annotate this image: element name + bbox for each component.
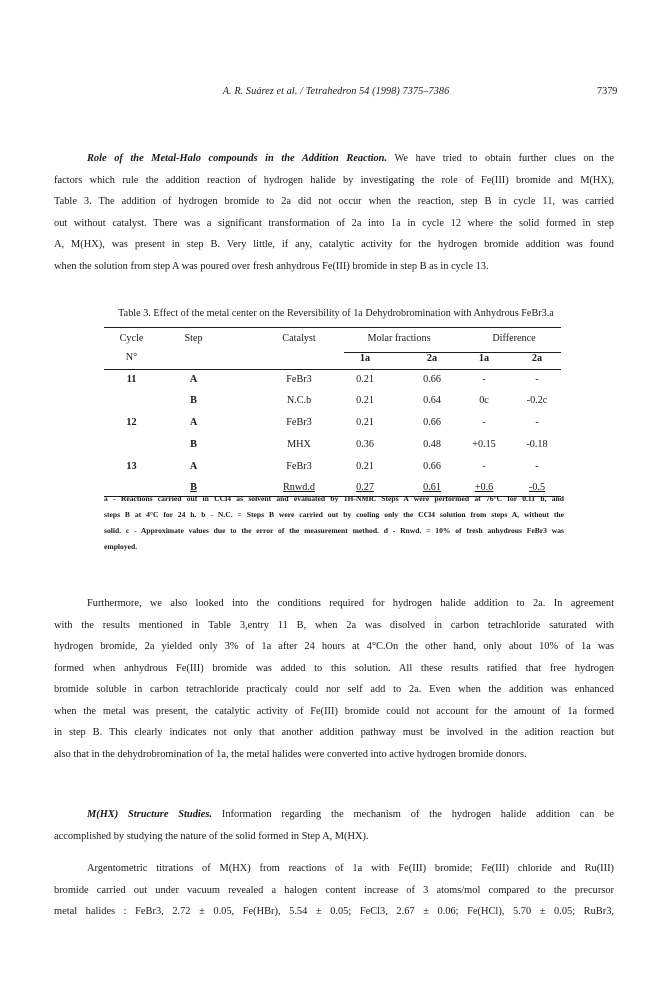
cell-catalyst: FeBr3	[286, 461, 312, 472]
text-line: hydrogen bromide, 2a yielded only 3% of 1a after 24 hours at 4°C.On the other hand, only about 10% of 1a was	[54, 641, 614, 652]
section-heading: M(HX) Structure Studies.	[87, 809, 213, 820]
cell-diff-2a: -0.18	[526, 439, 548, 450]
text-run: Information regarding the mechanism of the hydrogen halide addition can be	[221, 809, 614, 820]
cell-diff-2a: -0.5	[528, 482, 546, 493]
text-line: A, M(HX), was present in step B. Very little, if any, catalytic activity for the hydrogen bromide addition was found	[54, 239, 614, 250]
cell-molar-2a: 0.66	[423, 417, 441, 428]
text-line: Furthermore, we also looked into the conditions required for hydrogen halide addition to 2a. In agreement	[87, 598, 614, 609]
footnote-line: a - Reactions carried out in CCl4 as solvent and evaluated by 1H-NMR. Steps A were performed at 76°C for 0.11 h, and	[104, 494, 564, 503]
text-line: factors which rule the addition reaction of hydrogen halide by investigating the role of Fe(III) bromide and M(HX),	[54, 174, 614, 186]
cell-step: A	[189, 374, 198, 385]
table-top-rule	[104, 327, 561, 328]
header-diff-1a: 1a	[478, 353, 490, 364]
cell-step: B	[190, 395, 197, 406]
text-line: formed when anhydrous Fe(III) bromide was added to this solution. All these results ratified that free hydrogen	[54, 662, 614, 674]
cell-step: A	[189, 417, 198, 428]
header-molar-2a: 2a	[426, 353, 438, 364]
header-molar-fractions: Molar fractions	[367, 333, 431, 344]
text-line	[54, 804, 614, 826]
cell-molar-1a: 0.21	[356, 374, 374, 385]
header-bottom-rule	[104, 369, 561, 370]
cell-catalyst: MHX	[287, 439, 311, 450]
table-footnotes	[104, 491, 564, 555]
text-line: when the solution from step A was poured over fresh anhydrous Fe(III) bromide in step B as in cycle 13.	[54, 260, 489, 272]
cell-catalyst: FeBr3	[286, 374, 312, 385]
text-line: bromide soluble in carbon tetrachloride practicaly could nor self add to 2a. Even when the addition was enhanced	[54, 684, 614, 695]
paragraph-structure-studies	[54, 804, 614, 847]
text-run: We have tried to obtain further clues on the	[394, 153, 614, 164]
cell-diff-2a: -	[535, 374, 539, 385]
header-diff-2a: 2a	[531, 353, 543, 364]
header-difference: Difference	[492, 333, 536, 344]
header-number: N°	[125, 352, 138, 363]
text-line: Table 3. The addition of hydrogen bromide to 2a did not occur when the reaction, step B in cycle 11, was carried	[54, 196, 614, 207]
cell-step: B	[190, 482, 197, 493]
cell-catalyst: N.C.b	[286, 395, 312, 406]
cell-diff-1a: +0.6	[474, 482, 494, 493]
header-step: Step	[184, 333, 203, 344]
text-line: when the metal was present, the catalytic activity of Fe(III) bromide could not account for the amount of 1a formed	[54, 705, 614, 717]
header-molar-1a: 1a	[359, 353, 371, 364]
text-line: in step B. This clearly indicates not only that another addition pathway must be involved in the adition reaction but	[54, 727, 614, 738]
text-line: Argentometric titrations of M(HX) from reactions of 1a with Fe(III) bromide; Fe(III) chloride and Ru(III)	[87, 863, 614, 874]
running-head: A. R. Suárez et al. / Tetrahedron 54 (1998) 7375–7386	[222, 86, 450, 97]
cell-diff-1a: +0.15	[472, 439, 496, 450]
table-title: Table 3. Effect of the metal center on the Reversibility of 1a Dehydrobromination with Anhydrous FeBr3.a	[118, 308, 554, 319]
cell-diff-2a: -	[535, 461, 539, 472]
cell-molar-2a: 0.61	[423, 482, 441, 493]
page-number: 7379	[597, 86, 618, 97]
footnote-line: steps B at 4°C for 24 h. b - N.C. = Steps B were carried out by cooling only the CCl4 solution from steps A, without the	[104, 510, 564, 519]
text-line: out without catalyst. There was a significant transformation of 2a into 1a in cycle 12 where the solid formed in step	[54, 217, 614, 229]
cell-molar-1a: 0.21	[356, 461, 374, 472]
cell-diff-2a: -0.2c	[526, 395, 548, 406]
cell-catalyst: Rnwd.d	[283, 482, 315, 493]
cell-step: A	[189, 461, 198, 472]
cell-molar-1a: 0.27	[356, 482, 374, 493]
cell-diff-1a: -	[482, 461, 486, 472]
cell-molar-1a: 0.21	[356, 395, 374, 406]
cell-diff-1a: -	[482, 374, 486, 385]
cell-catalyst: FeBr3	[286, 417, 312, 428]
cell-molar-1a: 0.36	[356, 439, 374, 450]
cell-molar-1a: 0.21	[356, 417, 374, 428]
page-header	[0, 86, 672, 102]
cell-cycle: 11	[126, 374, 137, 385]
footnote-line: employed.	[104, 542, 138, 551]
header-catalyst: Catalyst	[282, 333, 316, 344]
paragraph-metal-halo-role	[54, 148, 614, 277]
text-line: accomplished by studying the nature of the solid formed in Step A, M(HX).	[54, 830, 369, 842]
text-line: bromide carried out under vacuum revealed a halogen content increase of 3 atoms/mol compared to the precursor	[54, 884, 614, 896]
text-line: metal halides : FeBr3, 2.72 ± 0.05, Fe(HBr), 5.54 ± 0.05; FeCl3, 2.67 ± 0.06; Fe(HCl), 5.70 ± 0.05; RuBr3,	[54, 906, 614, 917]
cell-diff-1a: -	[482, 417, 486, 428]
cell-molar-2a: 0.64	[423, 395, 441, 406]
cell-diff-2a: -	[535, 417, 539, 428]
text-line: with the results mentioned in Table 3,entry 11 B, when 2a was disolved in carbon tetrachloride saturated with	[54, 619, 614, 631]
cell-molar-2a: 0.66	[423, 374, 441, 385]
paragraph-conditions	[54, 593, 614, 765]
cell-molar-2a: 0.66	[423, 461, 441, 472]
cell-cycle: 13	[126, 461, 137, 472]
footnote-line: solid. c - Approximate values due to the error of the measurement method. d - Rnwd. = 10% of fresh anhydrous FeBr3 was	[104, 526, 564, 535]
paragraph-titrations	[54, 858, 614, 923]
cell-step: B	[190, 439, 197, 450]
cell-cycle: 12	[126, 417, 137, 428]
cell-molar-2a: 0.48	[423, 439, 441, 450]
header-cycle: Cycle	[119, 333, 144, 344]
text-line	[54, 148, 614, 170]
text-line: also that in the dehydrobromination of 1a, the metal halides were converted into active hydrogen bromide donors.	[54, 748, 527, 760]
cell-diff-1a: 0c	[479, 395, 489, 406]
section-heading: Role of the Metal-Halo compounds in the Addition Reaction.	[87, 153, 388, 164]
